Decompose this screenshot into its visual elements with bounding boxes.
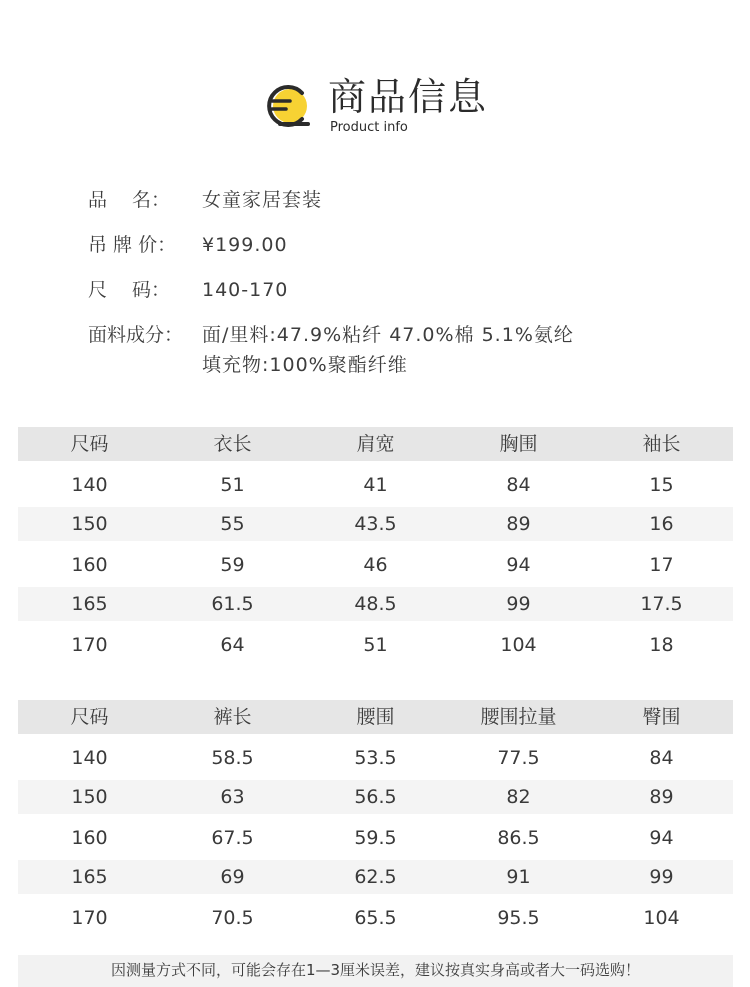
info-value: ¥199.00 bbox=[202, 234, 288, 256]
info-label: 面料成分： bbox=[88, 324, 184, 346]
section-header bbox=[262, 74, 522, 138]
table-cell: 170 bbox=[71, 907, 108, 929]
table-row bbox=[18, 898, 733, 940]
table-cell: 64 bbox=[220, 634, 245, 656]
table-cell: 55 bbox=[220, 513, 245, 535]
table-row bbox=[18, 545, 733, 587]
table-row bbox=[18, 507, 733, 541]
info-label: 吊 牌 价： bbox=[88, 234, 177, 256]
info-label: 品 名： bbox=[88, 189, 171, 211]
product-info-list bbox=[88, 186, 708, 376]
table-cell: 94 bbox=[649, 827, 674, 849]
table-cell: 51 bbox=[220, 474, 245, 496]
table-cell: 17 bbox=[649, 554, 674, 576]
table-cell: 82 bbox=[506, 786, 531, 808]
table-cell: 140 bbox=[71, 747, 108, 769]
info-value: 140-170 bbox=[202, 279, 289, 301]
table-header bbox=[18, 427, 733, 461]
table-cell: 99 bbox=[649, 866, 674, 888]
table-cell: 94 bbox=[506, 554, 531, 576]
table-cell: 63 bbox=[220, 786, 245, 808]
size-table-bottom bbox=[18, 700, 733, 940]
info-value: 面/里料:47.9%粘纤 47.0%棉 5.1%氨纶 bbox=[202, 324, 574, 346]
table-row bbox=[18, 738, 733, 780]
header-cell: 衣长 bbox=[213, 433, 252, 455]
header-cell: 肩宽 bbox=[356, 433, 395, 455]
table-row bbox=[18, 780, 733, 814]
info-row-size bbox=[88, 276, 708, 321]
table-cell: 160 bbox=[71, 827, 108, 849]
table-row bbox=[18, 860, 733, 894]
header-cell: 袖长 bbox=[642, 433, 681, 455]
table-cell: 150 bbox=[71, 513, 108, 535]
table-cell: 165 bbox=[71, 593, 108, 615]
table-cell: 89 bbox=[506, 513, 531, 535]
table-cell: 65.5 bbox=[354, 907, 397, 929]
table-cell: 59.5 bbox=[354, 827, 397, 849]
table-cell: 48.5 bbox=[354, 593, 397, 615]
table-row bbox=[18, 587, 733, 621]
page-title: 商品信息 bbox=[328, 75, 489, 119]
table-cell: 56.5 bbox=[354, 786, 397, 808]
table-cell: 91 bbox=[506, 866, 531, 888]
table-row bbox=[18, 625, 733, 667]
table-cell: 160 bbox=[71, 554, 108, 576]
table-cell: 62.5 bbox=[354, 866, 397, 888]
table-cell: 165 bbox=[71, 866, 108, 888]
info-label: 尺 码： bbox=[88, 279, 171, 301]
info-row-name bbox=[88, 186, 708, 231]
table-cell: 77.5 bbox=[497, 747, 540, 769]
product-info-icon bbox=[262, 84, 314, 134]
info-row-fabric bbox=[88, 321, 708, 376]
table-cell: 86.5 bbox=[497, 827, 540, 849]
table-cell: 17.5 bbox=[640, 593, 683, 615]
table-cell: 58.5 bbox=[211, 747, 254, 769]
table-cell: 104 bbox=[500, 634, 537, 656]
header-cell: 腰围拉量 bbox=[480, 706, 557, 728]
page-subtitle: Product info bbox=[330, 120, 408, 135]
table-cell: 70.5 bbox=[211, 907, 254, 929]
table-row bbox=[18, 465, 733, 507]
info-row-price bbox=[88, 231, 708, 276]
table-cell: 84 bbox=[506, 474, 531, 496]
header-cell: 腰围 bbox=[356, 706, 395, 728]
table-cell: 18 bbox=[649, 634, 674, 656]
table-cell: 61.5 bbox=[211, 593, 254, 615]
table-cell: 150 bbox=[71, 786, 108, 808]
table-cell: 140 bbox=[71, 474, 108, 496]
info-value: 女童家居套装 bbox=[202, 189, 323, 211]
table-cell: 15 bbox=[649, 474, 674, 496]
table-cell: 43.5 bbox=[354, 513, 397, 535]
header-cell: 裤长 bbox=[213, 706, 252, 728]
table-cell: 53.5 bbox=[354, 747, 397, 769]
table-header bbox=[18, 700, 733, 734]
table-cell: 95.5 bbox=[497, 907, 540, 929]
table-cell: 99 bbox=[506, 593, 531, 615]
header-cell: 尺码 bbox=[70, 706, 109, 728]
table-cell: 59 bbox=[220, 554, 245, 576]
table-cell: 104 bbox=[643, 907, 680, 929]
table-cell: 16 bbox=[649, 513, 674, 535]
header-cell: 胸围 bbox=[499, 433, 538, 455]
measurement-note: 因测量方式不同，可能会存在1—3厘米误差，建议按真实身高或者大一码选购！ bbox=[18, 955, 733, 987]
table-cell: 46 bbox=[363, 554, 388, 576]
table-cell: 84 bbox=[649, 747, 674, 769]
table-cell: 170 bbox=[71, 634, 108, 656]
info-value-line2: 填充物:100%聚酯纤维 bbox=[202, 354, 408, 376]
table-cell: 51 bbox=[363, 634, 388, 656]
header-cell: 尺码 bbox=[70, 433, 109, 455]
table-row bbox=[18, 818, 733, 860]
size-table-top bbox=[18, 427, 733, 667]
table-cell: 67.5 bbox=[211, 827, 254, 849]
header-cell: 臀围 bbox=[642, 706, 681, 728]
table-cell: 89 bbox=[649, 786, 674, 808]
table-cell: 41 bbox=[363, 474, 388, 496]
table-cell: 69 bbox=[220, 866, 245, 888]
